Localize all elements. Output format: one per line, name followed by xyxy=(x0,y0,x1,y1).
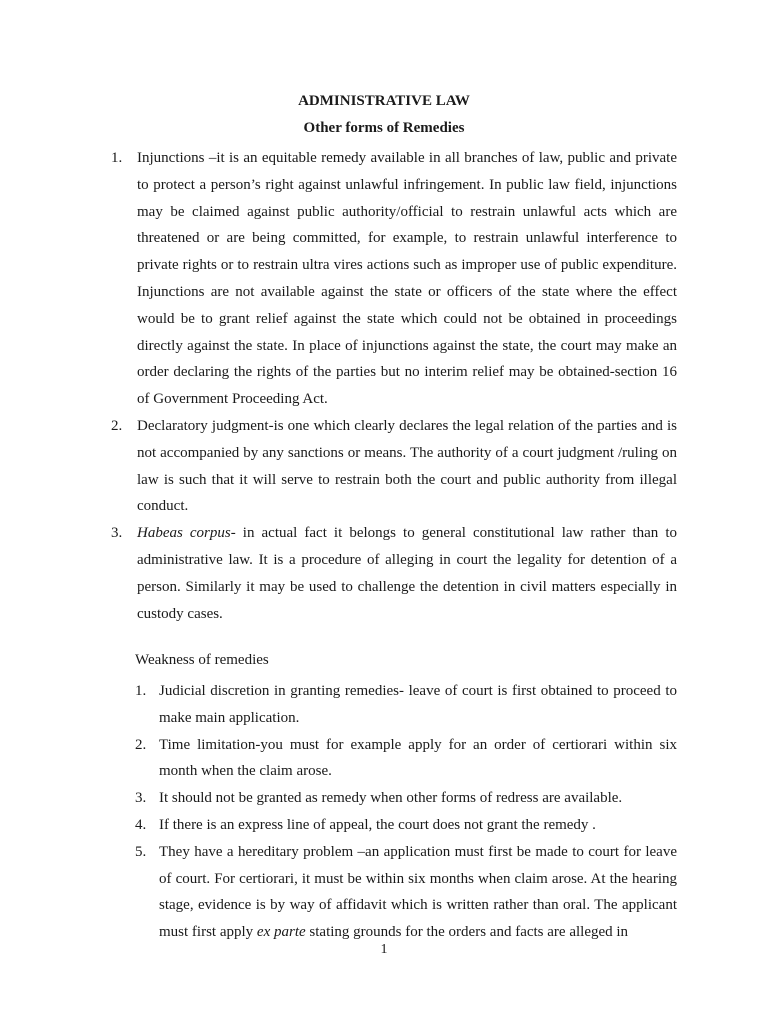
item-text: They have a hereditary problem –an application must first be made to court for leave of court. For certiorari, it must be within six months when claim arose. At the hearing stage, evidence is by way of affidavit which is written rather than oral. The applicant must first apply xyxy=(159,843,677,941)
item-number: 2. xyxy=(135,736,147,753)
item-number: 1. xyxy=(135,683,147,699)
item-text: If there is an express line of appeal, the court does not grant the remedy . xyxy=(159,816,596,833)
item-number: 1. xyxy=(111,150,123,166)
item-number: 2. xyxy=(111,417,123,434)
list-item xyxy=(135,812,677,839)
document-subtitle: Other forms of Remedies xyxy=(303,120,465,136)
list-item xyxy=(135,678,677,732)
item-text: - in actual fact it belongs to general constitutional law rather than to administrative law. It is a procedure of alleging in court the legality for detention of a person. Similarly it may be used to challenge the detention in civil matters especially in custody cases. xyxy=(137,525,678,622)
weakness-heading: Weakness of remedies xyxy=(135,652,269,668)
list-item xyxy=(135,839,677,946)
item-number: 3. xyxy=(135,790,147,807)
item-text: Injunctions –it is an equitable remedy available in all branches of law, public and private to protect a person’s right against unlawful infringement. In public law field, injunctions may be claimed against public authority/official to restrain unlawful acts which are threatened or are being committed, for example, to restrain unlawful interference to private rights or to restrain ultra vires actions such as improper use of public expenditure. Injunctions are not available against the state or officers of the state where the effect would be to grant relief against the state which could not be obtained in proceedings directly against the state. In place of injunctions against the state, the court may make an order declaring the rights of the parties but no interim relief may be obtained-section 16 of Government Proceeding Act. xyxy=(137,150,677,408)
item-italic-term: ex parte xyxy=(256,924,306,941)
item-text-continued: stating grounds for the orders and facts are alleged in xyxy=(305,924,629,941)
item-text: Judicial discretion in granting remedies- leave of court is first obtained to proceed to make main application. xyxy=(159,683,677,726)
list-item xyxy=(135,732,677,786)
list-item xyxy=(111,520,677,627)
item-text: It should not be granted as remedy when other forms of redress are available. xyxy=(159,790,623,807)
page-number: 1 xyxy=(380,942,388,957)
item-italic-term: Habeas corpus xyxy=(137,525,231,542)
remedies-list xyxy=(111,145,677,627)
item-number: 5. xyxy=(135,843,147,860)
item-number: 3. xyxy=(111,525,123,542)
list-item xyxy=(111,413,677,520)
item-text: Time limitation-you must for example apply for an order of certiorari within six month when the claim arose. xyxy=(159,736,677,780)
list-item xyxy=(135,785,677,812)
document-title: ADMINISTRATIVE LAW xyxy=(298,93,470,109)
item-text: Declaratory judgment-is one which clearly declares the legal relation of the parties and is not accompanied by any sanctions or means. The authority of a court judgment /ruling on law is such that it will serve to restrain both the court and public authority from illegal conduct. xyxy=(137,417,677,515)
weakness-list xyxy=(135,678,677,946)
item-number: 4. xyxy=(135,816,147,833)
list-item xyxy=(111,145,677,413)
